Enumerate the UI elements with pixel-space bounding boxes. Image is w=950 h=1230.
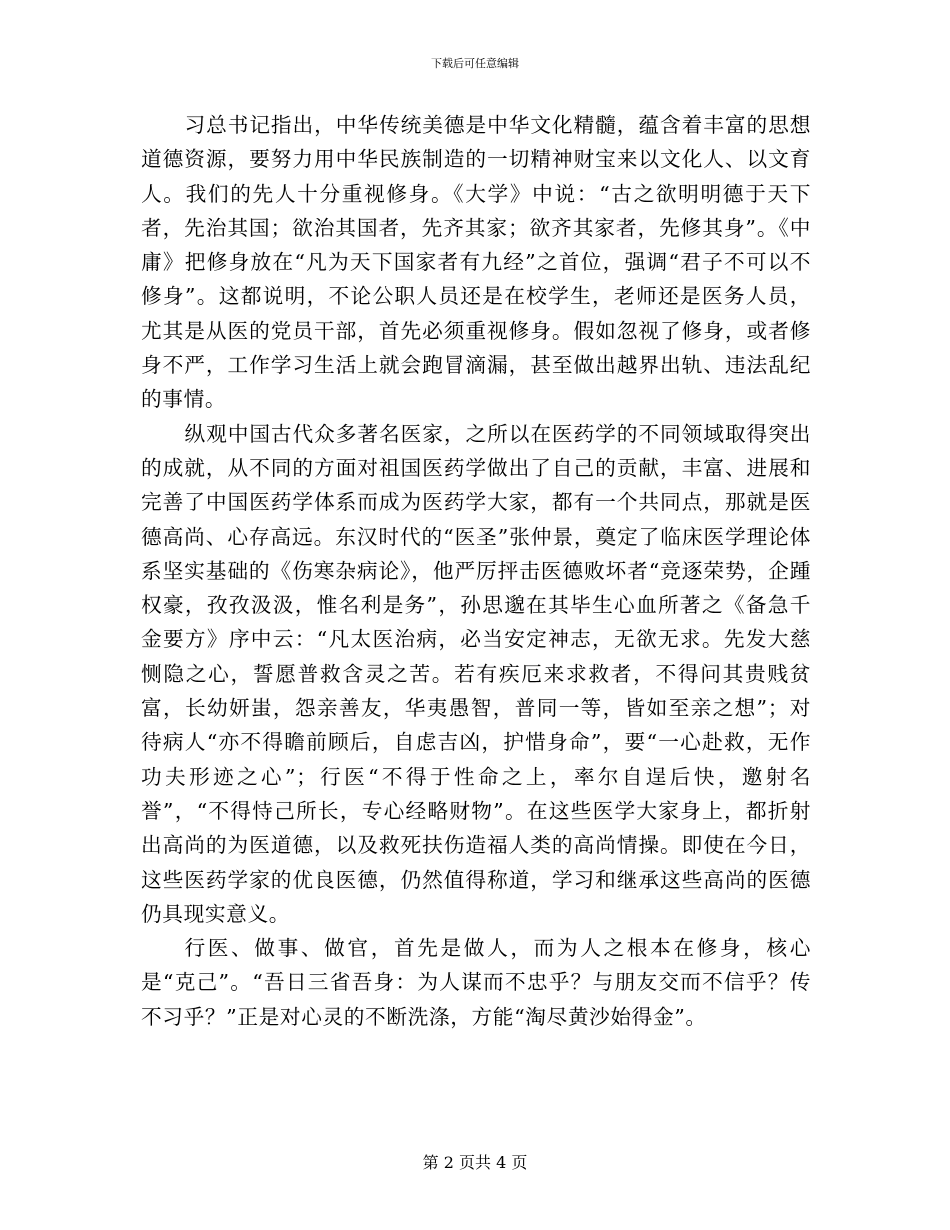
paragraph-2: 纵观中国古代众多著名医家，之所以在医药学的不同领域取得突出的成就，从不同的方面对祖国医药学做出了自己的贡献，丰富、进展和完善了中国医药学体系而成为医药学大家，都有一个共同点，那就是医德高尚、心存高远。东汉时代的“医圣”张仲景，奠定了临床医学理论体系坚实基础的《伤寒杂病论》，他严厉抨击医德败坏者“竞逐荣势，企踵权豪，孜孜汲汲，惟名利是务”，孙思邈在其毕生心血所著之《备急千金要方》序中云：“凡太医治病，必当安定神志，无欲无求。先发大慈恻隐之心，誓愿普救含灵之苦。若有疾厄来求救者，不得问其贵贱贫富，长幼妍蚩，怨亲善友，华夷愚智，普同一等，皆如至亲之想”；对待病人“亦不得瞻前顾后，自虑吉凶，护惜身命”，要“一心赴救，无作功夫形迹之心”；行医“不得于性命之上，率尔自逞后快，邀射名誉”，“不得恃己所长，专心经略财物”。在这些医学大家身上，都折射出高尚的为医道德，以及救死扶伤造福人类的高尚情操。即使在今日，这些医药学家的优良医德，仍然值得称道，学习和继承这些高尚的医德仍具现实意义。	[141, 421, 811, 926]
paragraph-1: 习总书记指出，中华传统美德是中华文化精髓，蕴含着丰富的思想道德资源，要努力用中华民族制造的一切精神财宝来以文化人、以文育人。我们的先人十分重视修身。《大学》中说：“古之欲明明德于天下者，先治其国；欲治其国者，先齐其家；欲齐其家者，先修其身”。《中庸》把修身放在“凡为天下国家者有九经”之首位，强调“君子不可以不修身”。这都说明，不论公职人员还是在校学生，老师还是医务人员，尤其是从医的党员干部，首先必须重视修身。假如忽视了修身，或者修身不严，工作学习生活上就会跑冒滴漏，甚至做出越界出轨、违法乱纪的事情。	[141, 113, 811, 412]
page-header: 下载后可任意编辑	[431, 57, 519, 70]
page-number: 第 2 页共 4 页	[422, 1153, 528, 1172]
paragraph-3: 行医、做事、做官，首先是做人，而为人之根本在修身，核心是“克己”。“吾日三省吾身：为人谋而不忠乎？与朋友交而不信乎？传不习乎？”正是对心灵的不断洗涤，方能“淘尽黄沙始得金”。	[141, 936, 811, 1029]
document-body	[141, 108, 811, 1034]
